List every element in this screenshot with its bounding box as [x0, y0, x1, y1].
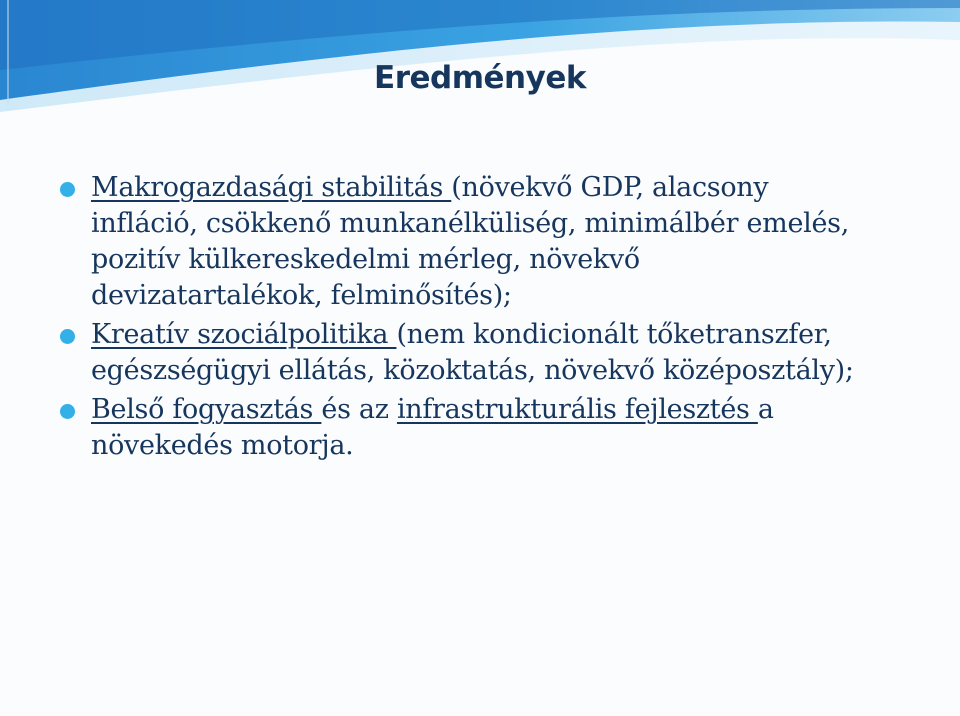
bullet-underlined-text: Makrogazdasági stabilitás — [91, 172, 452, 203]
bullet-underlined-text: Kreatív szociálpolitika — [91, 319, 397, 350]
slide-title: Eredmények — [374, 60, 586, 96]
bullet-dot-icon — [60, 404, 75, 419]
bullet-text: (nem kondicionált tőketranszfer, egészségügyi ellátás, közoktatás, növekvő középosztály); — [91, 319, 854, 386]
bullet-list — [60, 170, 860, 467]
bullet-text: és az — [321, 394, 397, 425]
bullet-item-social-policy — [60, 317, 860, 389]
bullet-text: (növekvő GDP, alacsony infláció, csökkenő munkanélküliség, minimálbér emelés, pozitív külkereskedelmi mérleg, növekvő devizatartalékok, felminősítés); — [91, 172, 849, 311]
bullet-underlined-text: Belső fogyasztás — [91, 394, 322, 425]
bullet-text: a növekedés motorja. — [91, 394, 774, 461]
bullet-underlined-text: infrastrukturális fejlesztés — [396, 394, 758, 425]
bullet-item-stability — [60, 170, 860, 314]
bullet-dot-icon — [60, 182, 75, 197]
bullet-dot-icon — [60, 329, 75, 344]
bullet-item-growth-engine — [60, 392, 860, 464]
